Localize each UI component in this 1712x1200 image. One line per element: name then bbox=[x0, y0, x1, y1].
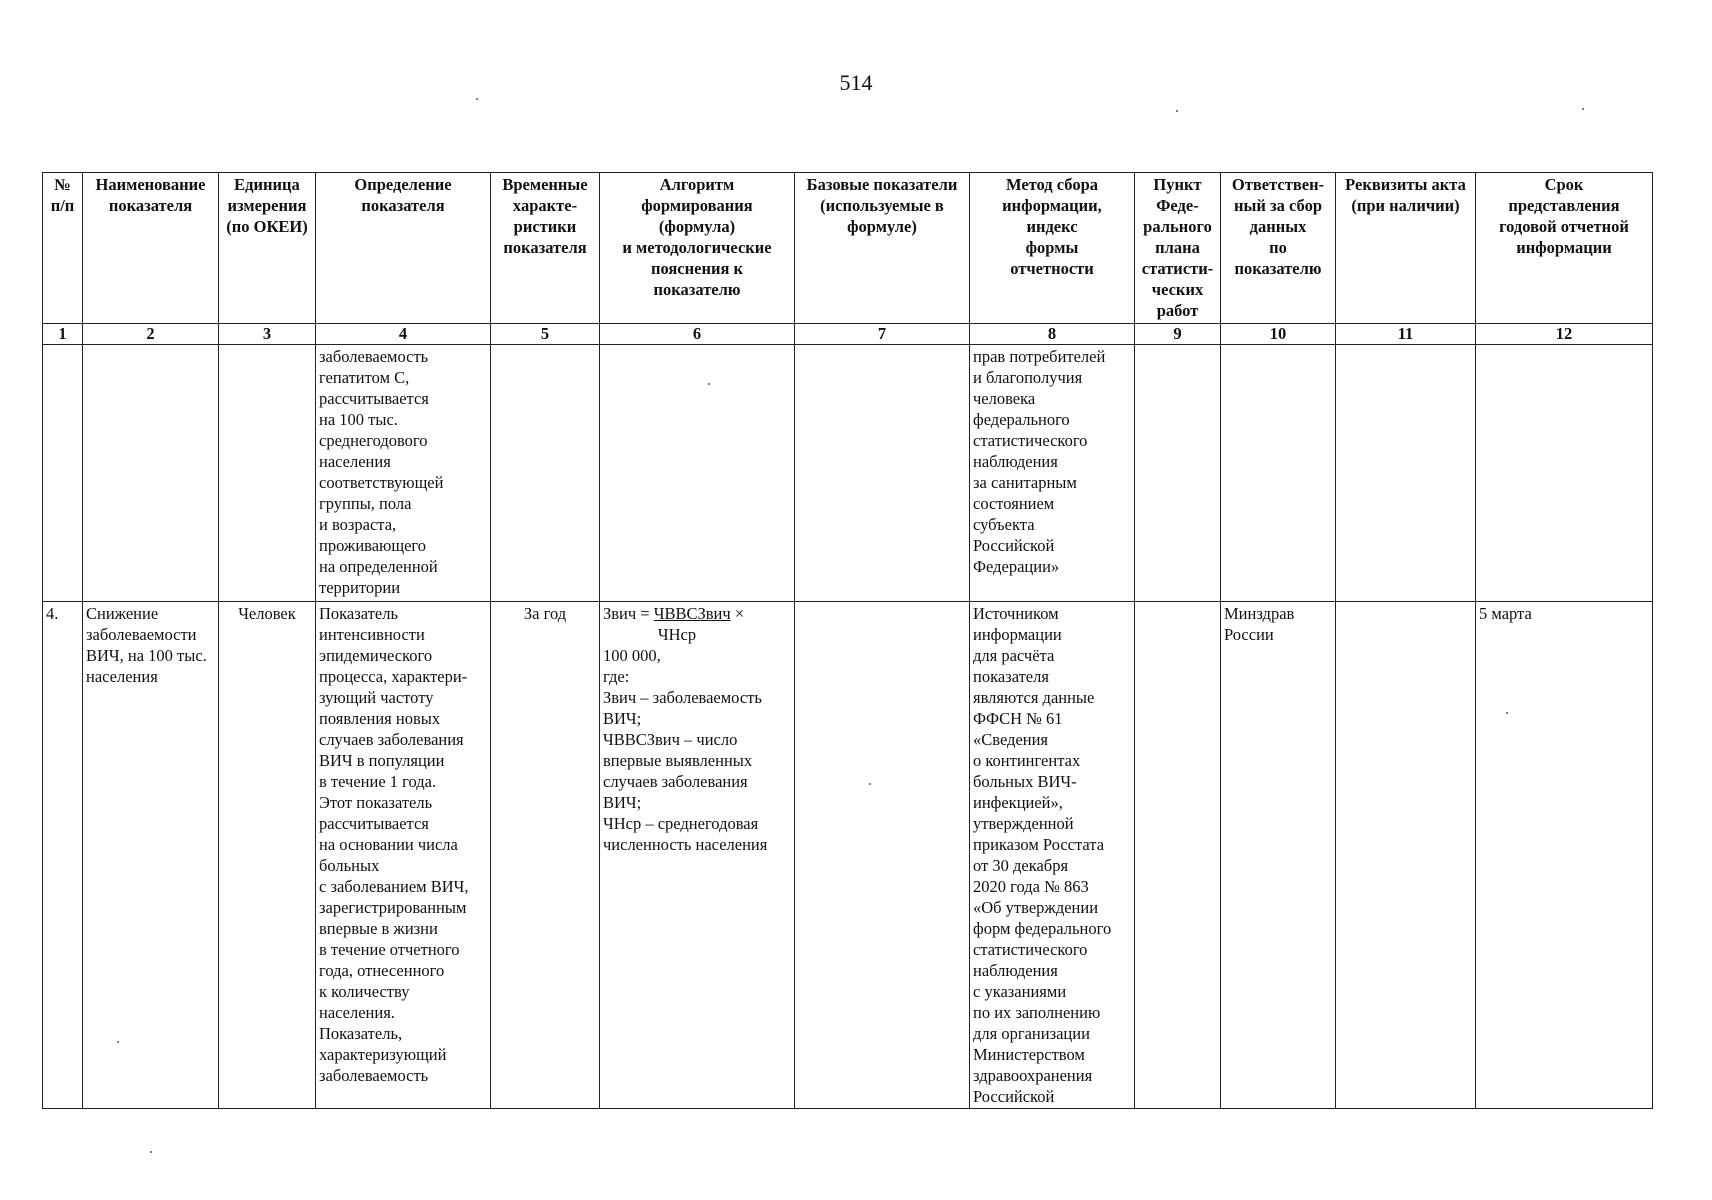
cell-act bbox=[1336, 602, 1476, 1109]
cell-deadline: 5 марта bbox=[1476, 602, 1653, 1109]
header-cell: Единица измерения (по ОКЕИ) bbox=[219, 173, 316, 324]
column-number: 6 bbox=[600, 324, 795, 345]
table-row-4 bbox=[43, 602, 1653, 1109]
formula-lhs: Звич = bbox=[603, 604, 654, 623]
cell-definition: заболеваемость гепатитом С, рассчитывается на 100 тыс. среднегодового населения соответствующей группы, пола и возраста, проживающего на определенной территории bbox=[316, 345, 491, 602]
cell-time bbox=[491, 345, 600, 602]
header-cell: № п/п bbox=[43, 173, 83, 324]
header-cell: Временные характе- ристики показателя bbox=[491, 173, 600, 324]
cell-name: Снижение заболеваемости ВИЧ, на 100 тыс. населения bbox=[83, 602, 219, 1109]
cell-method: прав потребителей и благополучия человека федерального статистического наблюдения за санитарным состоянием субъекта Российской Федерации» bbox=[970, 345, 1135, 602]
cell-time: За год bbox=[491, 602, 600, 1109]
header-row bbox=[43, 173, 1653, 324]
cell-fedplan bbox=[1135, 602, 1221, 1109]
cell-fedplan bbox=[1135, 345, 1221, 602]
header-cell: Метод сбора информации, индекс формы отчетности bbox=[970, 173, 1135, 324]
cell-definition: Показатель интенсивности эпидемического процесса, характери- зующий частоту появления новых случаев заболевания ВИЧ в популяции в течение 1 года. Этот показатель рассчитывается на основании числа больных с заболеванием ВИЧ, зарегистрированным впервые в жизни в течение отчетного года, отнесенного к количеству населения. Показатель, характеризующий заболеваемость bbox=[316, 602, 491, 1109]
column-number: 3 bbox=[219, 324, 316, 345]
scan-speck bbox=[150, 1151, 152, 1153]
algorithm-explanation: 100 000, где: Звич – заболеваемость ВИЧ; ЧВВСЗвич – число впервые выявленных случаев заболевания ВИЧ; ЧНср – среднегодовая численность населения bbox=[603, 646, 768, 854]
cell-unit: Человек bbox=[219, 602, 316, 1109]
header-cell: Алгоритм формирования (формула) и методологические пояснения к показателю bbox=[600, 173, 795, 324]
column-number: 9 bbox=[1135, 324, 1221, 345]
column-number: 2 bbox=[83, 324, 219, 345]
cell-method: Источником информации для расчёта показателя являются данные ФФСН № 61 «Сведения о контингентах больных ВИЧ- инфекцией», утвержденной приказом Росстата от 30 декабря 2020 года № 863 «Об утверждении форм федерального статистического наблюдения с указаниями по их заполнению для организации Министерством здравоохранения Российской bbox=[970, 602, 1135, 1109]
cell-algorithm bbox=[600, 345, 795, 602]
header-cell: Пункт Феде- рального плана статисти- ческих работ bbox=[1135, 173, 1221, 324]
column-number: 5 bbox=[491, 324, 600, 345]
header-cell: Наименование показателя bbox=[83, 173, 219, 324]
header-cell: Реквизиты акта (при наличии) bbox=[1336, 173, 1476, 324]
column-number-row bbox=[43, 324, 1653, 345]
formula-times: × bbox=[730, 604, 745, 623]
cell-base bbox=[795, 602, 970, 1109]
column-number: 7 bbox=[795, 324, 970, 345]
column-number: 4 bbox=[316, 324, 491, 345]
cell-deadline bbox=[1476, 345, 1653, 602]
header-cell: Определение показателя bbox=[316, 173, 491, 324]
scan-speck bbox=[476, 98, 478, 100]
cell-responsible: Минздрав России bbox=[1221, 602, 1336, 1109]
cell-algorithm bbox=[600, 602, 795, 1109]
scan-speck bbox=[1582, 108, 1584, 110]
formula-numerator: ЧВВСЗвич bbox=[653, 604, 731, 623]
cell-number: 4. bbox=[43, 602, 83, 1109]
indicator-table bbox=[42, 172, 1653, 1109]
formula bbox=[603, 603, 791, 624]
column-number: 1 bbox=[43, 324, 83, 345]
column-number: 11 bbox=[1336, 324, 1476, 345]
cell-unit bbox=[219, 345, 316, 602]
cell-base bbox=[795, 345, 970, 602]
column-number: 12 bbox=[1476, 324, 1653, 345]
column-number: 8 bbox=[970, 324, 1135, 345]
table-row-continuation bbox=[43, 345, 1653, 602]
header-cell: Ответствен- ный за сбор данных по показателю bbox=[1221, 173, 1336, 324]
scan-speck bbox=[1176, 110, 1178, 112]
cell-responsible bbox=[1221, 345, 1336, 602]
column-number: 10 bbox=[1221, 324, 1336, 345]
cell-act bbox=[1336, 345, 1476, 602]
header-cell: Срок представления годовой отчетной информации bbox=[1476, 173, 1653, 324]
page-number: 514 bbox=[839, 70, 873, 95]
cell-name bbox=[83, 345, 219, 602]
formula-denominator: ЧНср bbox=[657, 625, 697, 644]
header-cell: Базовые показатели (используемые в формуле) bbox=[795, 173, 970, 324]
cell-number bbox=[43, 345, 83, 602]
